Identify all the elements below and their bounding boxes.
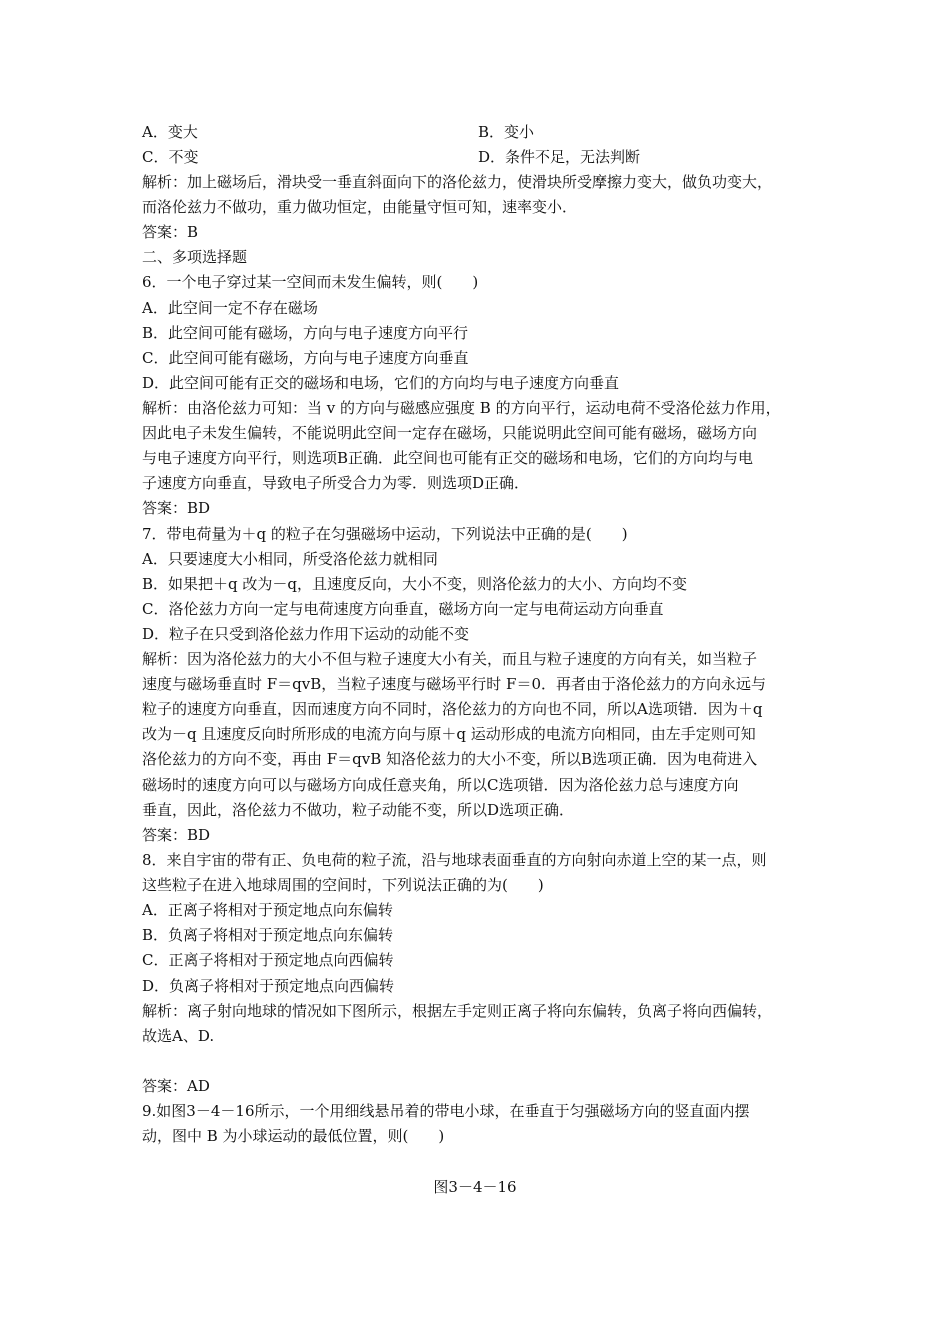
q7-analysis-line: 改为－q 且速度反向时所形成的电流方向与原＋q 运动形成的电流方向相同，由左手定则可知 — [142, 725, 756, 743]
q6-analysis-line: 因此电子未发生偏转，不能说明此空间一定存在磁场，只能说明此空间可能有磁场，磁场方向 — [142, 424, 758, 442]
q6-option: B．此空间可能有磁场，方向与电子速度方向平行 — [142, 324, 469, 342]
q7-analysis-line: 垂直，因此，洛伦兹力不做功，粒子动能不变，所以D选项正确． — [142, 801, 575, 819]
q5-option-d: D．条件不足，无法判断 — [478, 148, 641, 166]
q7-stem: 7．带电荷量为＋q 的粒子在匀强磁场中运动，下列说法中正确的是( ) — [142, 525, 628, 543]
q8-answer: 答案：AD — [142, 1077, 210, 1095]
q6-option: D．此空间可能有正交的磁场和电场，它们的方向均与电子速度方向垂直 — [142, 374, 620, 392]
q6-option: C．此空间可能有磁场，方向与电子速度方向垂直 — [142, 349, 469, 367]
q9-stem-line: 9.如图3－4－16所示，一个用细线悬吊着的带电小球，在垂直于匀强磁场方向的竖直面内摆 — [142, 1102, 750, 1120]
q7-analysis-line: 解析：因为洛伦兹力的大小不但与粒子速度大小有关，而且与粒子速度的方向有关，如当粒子 — [142, 650, 758, 668]
q8-option: A．正离子将相对于预定地点向东偏转 — [142, 901, 393, 919]
q9-stem-line: 动，图中 B 为小球运动的最低位置，则( ) — [142, 1127, 445, 1145]
section-title: 二、多项选择题 — [142, 248, 248, 266]
q8-analysis-line: 故选A、D. — [142, 1027, 215, 1045]
q6-analysis-line: 与电子速度方向平行，则选项B正确．此空间也可能有正交的磁场和电场，它们的方向均与电 — [142, 449, 754, 467]
q8-option: B．负离子将相对于预定地点向东偏转 — [142, 926, 394, 944]
q6-analysis-line: 子速度方向垂直，导致电子所受合力为零．则选项D正确． — [142, 474, 530, 492]
q7-analysis-line: 速度与磁场垂直时 F＝qvB，当粒子速度与磁场平行时 F＝0．再者由于洛伦兹力的方向永远与 — [142, 675, 766, 693]
q5-option-b: B．变小 — [478, 123, 535, 141]
q5-option-c: C．不变 — [142, 148, 199, 166]
q5-analysis-line: 解析：加上磁场后，滑块受一垂直斜面向下的洛伦兹力，使滑块所受摩擦力变大，做负功变大， — [142, 173, 773, 191]
q6-analysis-line: 解析：由洛伦兹力可知：当 v 的方向与磁感应强度 B 的方向平行，运动电荷不受洛伦兹力作用， — [142, 399, 781, 417]
figure-caption: 图3－4－16 — [433, 1178, 517, 1196]
q6-option: A．此空间一定不存在磁场 — [142, 299, 318, 317]
q8-analysis-line: 解析：离子射向地球的情况如下图所示，根据左手定则正离子将向东偏转，负离子将向西偏转， — [142, 1002, 773, 1020]
q5-option-a: A．变大 — [142, 123, 198, 141]
q8-stem-line: 8．来自宇宙的带有正、负电荷的粒子流，沿与地球表面垂直的方向射向赤道上空的某一点，则 — [142, 851, 767, 869]
q7-option: D．粒子在只受到洛伦兹力作用下运动的动能不变 — [142, 625, 470, 643]
q8-stem-line: 这些粒子在进入地球周围的空间时，下列说法正确的为( ) — [142, 876, 544, 894]
q7-analysis-line: 洛伦兹力的方向不变，再由 F＝qvB 知洛伦兹力的大小不变，所以B选项正确．因为电荷进入 — [142, 750, 758, 768]
q7-option: C．洛伦兹力方向一定与电荷速度方向垂直，磁场方向一定与电荷运动方向垂直 — [142, 600, 664, 618]
q7-answer: 答案：BD — [142, 826, 211, 844]
q8-option: D．负离子将相对于预定地点向西偏转 — [142, 977, 395, 995]
q7-analysis-line: 粒子的速度方向垂直，因而速度方向不同时，洛伦兹力的方向也不同，所以A选项错．因为＋q — [142, 700, 763, 718]
q7-analysis-line: 磁场时的速度方向可以与磁场方向成任意夹角，所以C选项错．因为洛伦兹力总与速度方向 — [142, 776, 739, 794]
q8-option: C．正离子将相对于预定地点向西偏转 — [142, 951, 394, 969]
q6-answer: 答案：BD — [142, 499, 211, 517]
q5-analysis-line: 而洛伦兹力不做功，重力做功恒定，由能量守恒可知，速率变小． — [142, 198, 578, 216]
q7-option: B．如果把＋q 改为－q，且速度反向，大小不变，则洛伦兹力的大小、方向均不变 — [142, 575, 687, 593]
q5-answer: 答案：B — [142, 223, 199, 241]
q7-option: A．只要速度大小相同，所受洛伦兹力就相同 — [142, 550, 438, 568]
q6-stem: 6．一个电子穿过某一空间而未发生偏转，则( ) — [142, 273, 479, 291]
